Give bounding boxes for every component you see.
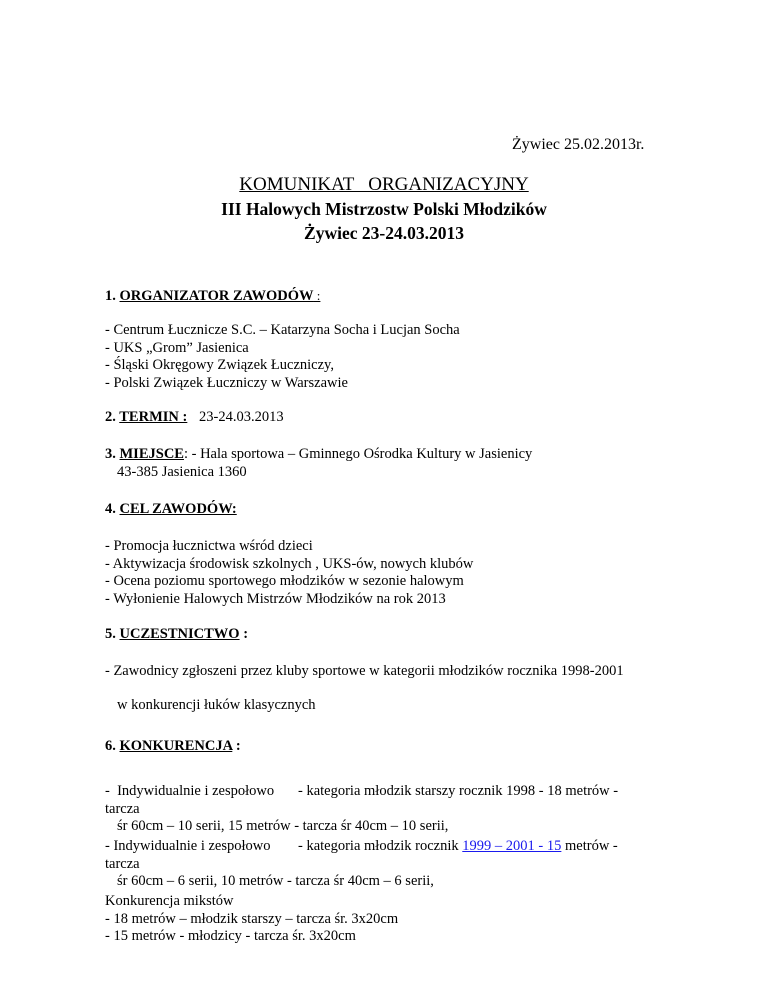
section-1-heading bbox=[105, 287, 705, 306]
competition-target: tarcza bbox=[105, 800, 140, 817]
venue-address: 43-385 Jasienica 1360 bbox=[117, 463, 247, 480]
section-heading: UCZESTNICTWO bbox=[119, 626, 240, 642]
section-4-heading bbox=[105, 501, 705, 519]
document-subtitle-date: Żywiec 23-24.03.2013 bbox=[304, 223, 464, 243]
section-number: 2. bbox=[105, 409, 120, 425]
competition-category: - kategoria młodzik starszy rocznik 1998 - 18 metrów - bbox=[298, 783, 619, 799]
section-3 bbox=[105, 446, 705, 481]
document-subtitle: III Halowych Mistrzostw Polski Młodzików bbox=[221, 199, 547, 219]
section-number: 6. bbox=[105, 738, 120, 754]
section-heading: TERMIN : bbox=[119, 409, 188, 425]
document-date: Żywiec 25.02.2013r. bbox=[512, 136, 645, 153]
goals-list bbox=[105, 538, 705, 608]
section-number: 5. bbox=[105, 626, 120, 642]
competition-target: tarcza bbox=[105, 855, 140, 872]
document-title: KOMUNIKAT ORGANIZACYJNY bbox=[239, 174, 529, 195]
list-item: - Wyłonienie Halowych Mistrzów Młodzików na rok 2013 bbox=[105, 590, 446, 607]
termin-value: 23-24.03.2013 bbox=[199, 409, 284, 425]
list-item: - Śląski Okręgowy Związek Łuczniczy, bbox=[105, 357, 334, 373]
section-heading: MIEJSCE bbox=[119, 446, 184, 462]
competition-target-detail: śr 60cm – 10 serii, 15 metrów - tarcza śr 40cm – 10 serii, bbox=[117, 818, 449, 834]
section-heading: KONKURENCJA bbox=[119, 738, 233, 754]
list-item: - UKS „Grom” Jasienica bbox=[105, 339, 249, 356]
list-item: - 15 metrów - młodzicy - tarcza śr. 3x20cm bbox=[105, 928, 356, 944]
venue-text: : - Hala sportowa – Gminnego Ośrodka Kultury w Jasienicy bbox=[183, 446, 533, 462]
competition-type: - Indywidualnie i zespołowo bbox=[105, 783, 275, 799]
participation-bow-type: w konkurencji łuków klasycznych bbox=[117, 697, 316, 713]
competition-distance: metrów - bbox=[561, 838, 618, 854]
mixed-competition-title: Konkurencja mikstów bbox=[105, 893, 234, 909]
section-heading: ORGANIZATOR ZAWODÓW bbox=[119, 288, 314, 304]
list-item: - Aktywizacja środowisk szkolnych , UKS-ów, nowych klubów bbox=[105, 555, 474, 572]
year-range-link[interactable]: 1999 – 2001 - 15 bbox=[462, 838, 562, 854]
list-item: - Centrum Łucznicze S.C. – Katarzyna Socha i Lucjan Socha bbox=[105, 322, 460, 338]
participation-text-2 bbox=[105, 697, 705, 715]
section-colon: : bbox=[239, 626, 249, 642]
section-heading: CEL ZAWODÓW: bbox=[119, 501, 237, 517]
section-2-heading bbox=[105, 409, 705, 427]
competition-target-detail: śr 60cm – 6 serii, 10 metrów - tarcza śr 40cm – 6 serii, bbox=[117, 873, 434, 889]
competition-paragraph-1 bbox=[105, 783, 705, 836]
list-item: - Promocja łucznictwa wśród dzieci bbox=[105, 538, 313, 554]
section-number: 4. bbox=[105, 501, 120, 517]
list-item: - Polski Związek Łuczniczy w Warszawie bbox=[105, 374, 348, 391]
organizer-list bbox=[105, 322, 705, 392]
mixed-competition bbox=[105, 893, 705, 946]
section-6-heading bbox=[105, 738, 705, 756]
section-5-heading bbox=[105, 626, 705, 644]
list-item: - 18 metrów – młodzik starszy – tarcza śr. 3x20cm bbox=[105, 910, 399, 927]
participation-text: - Zawodnicy zgłoszeni przez kluby sportowe w kategorii młodzików rocznika 1998-2001 bbox=[105, 663, 624, 679]
list-item: - Ocena poziomu sportowego młodzików w sezonie halowym bbox=[105, 573, 464, 589]
competition-category: - kategoria młodzik rocznik bbox=[298, 838, 463, 854]
section-number: 1. bbox=[105, 288, 120, 304]
competition-type: - Indywidualnie i zespołowo bbox=[105, 838, 271, 854]
section-colon: : bbox=[313, 288, 321, 303]
section-colon: : bbox=[232, 738, 241, 754]
section-number: 3. bbox=[105, 446, 120, 462]
competition-paragraph-2 bbox=[105, 838, 705, 891]
